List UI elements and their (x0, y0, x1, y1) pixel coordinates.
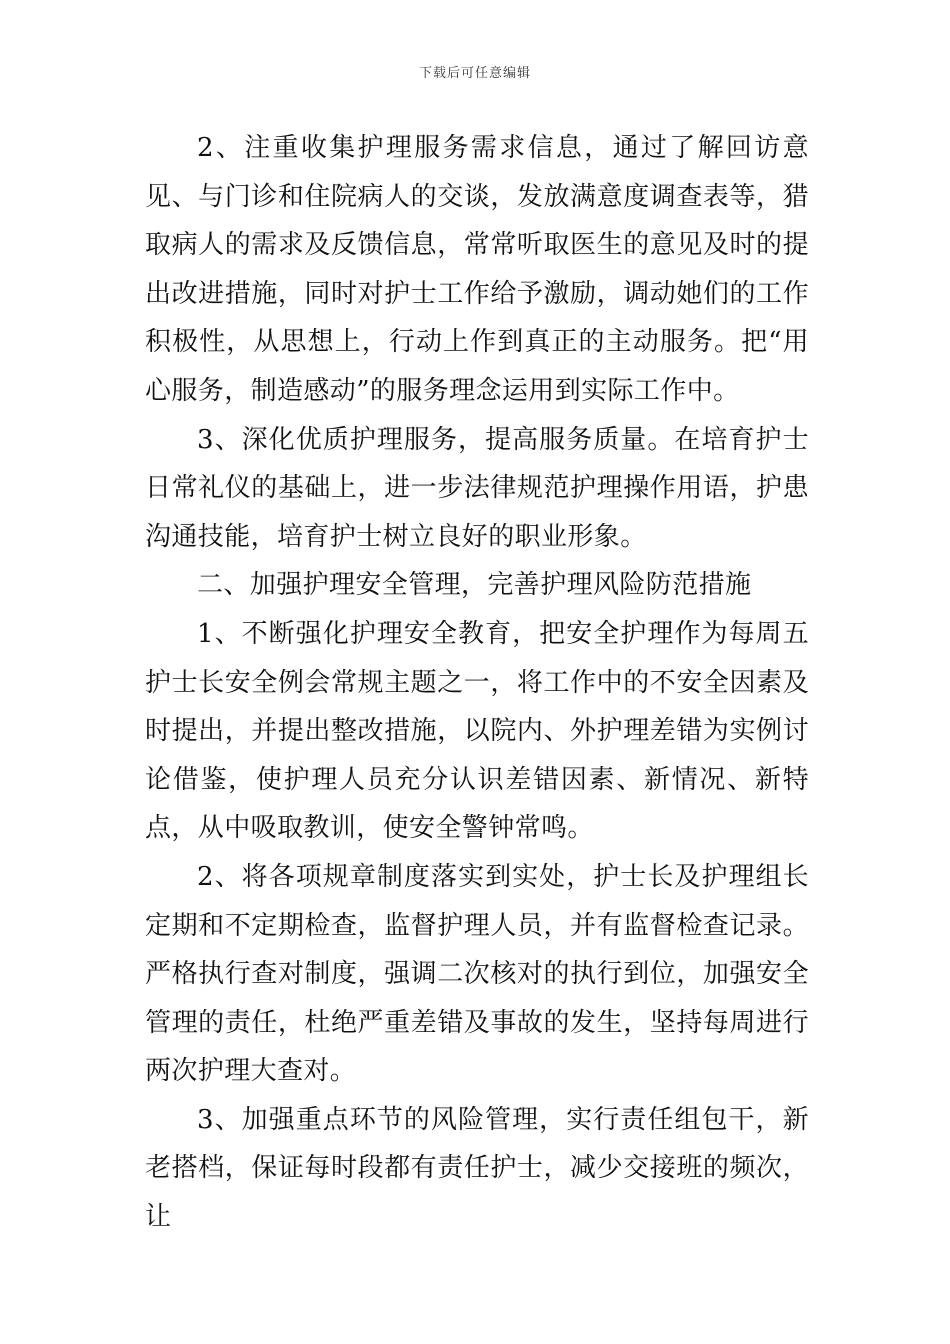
paragraph-safety-education: 1、不断强化护理安全教育，把安全护理作为每周五护士长安全例会常规主题之一，将工作中的不安全因素及时提出，并提出整改措施，以院内、外护理差错为实例讨论借鉴，使护理人员充分认识差错因素、新情况、新特点，从中吸取教训，使安全警钟常鸣。 (145, 618, 809, 844)
document-body (145, 124, 809, 1242)
paragraph-rules-implementation: 2、将各项规章制度落实到实处，护士长及护理组长定期和不定期检查，监督护理人员，并有监督检查记录。严格执行查对制度，强调二次核对的执行到位，加强安全管理的责任，杜绝严重差错及事故的发生，坚持每周进行两次护理大查对。 (145, 861, 809, 1087)
paragraph-quality-service: 3、深化优质护理服务，提高服务质量。在培育护士日常礼仪的基础上，进一步法律规范护理操作用语，护患沟通技能，培育护士树立良好的职业形象。 (145, 424, 809, 552)
paragraph-risk-management: 3、加强重点环节的风险管理，实行责任组包干，新老搭档，保证每时段都有责任护士，减少交接班的频次，让 (145, 1104, 809, 1233)
header-note: 下载后可任意编辑 (418, 66, 531, 81)
paragraph-service-needs: 2、注重收集护理服务需求信息，通过了解回访意见、与门诊和住院病人的交谈，发放满意度调查表等，猎取病人的需求及反馈信息，常常听取医生的意见及时的提出改进措施，同时对护士工作给予激励，调动她们的工作积极性，从思想上，行动上作到真正的主动服务。把“用心服务，制造感动”的服务理念运用到实际工作中。 (145, 133, 809, 406)
section-heading-safety-management: 二、加强护理安全管理，完善护理风险防范措施 (197, 570, 752, 601)
